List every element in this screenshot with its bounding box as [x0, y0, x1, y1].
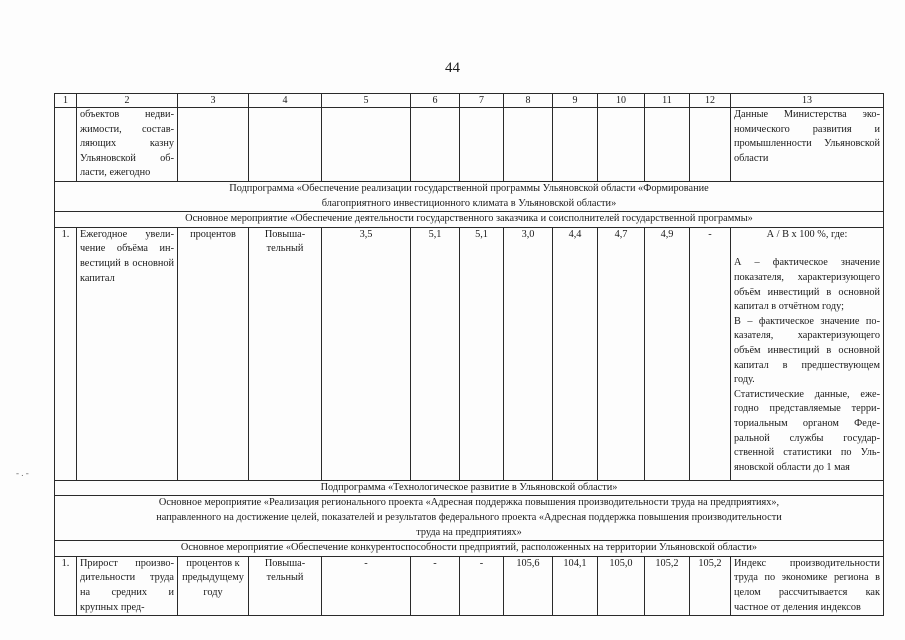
indicators-table — [54, 93, 884, 616]
col-header: 7 — [460, 94, 504, 108]
col-header: 3 — [178, 94, 249, 108]
col-header: 9 — [553, 94, 598, 108]
activity-title: Основное мероприятие «Реализация регионального проекта «Адресная поддержка повышения производительности труда на предприятиях», направленного на достижение целей, показателей и результатов федерального проекта «Адресная поддержка повышения производительности труда на предприятиях» — [55, 496, 884, 541]
col-header: 10 — [598, 94, 645, 108]
indicator-name: Ежегодное увеличение объёма инвестиций в основной капитал — [77, 227, 178, 480]
value-cell: 4,4 — [553, 227, 598, 480]
col-header: 11 — [645, 94, 690, 108]
subprogram-row — [55, 480, 884, 496]
value-cell: 104,1 — [553, 556, 598, 615]
col-header: 4 — [249, 94, 322, 108]
col-header: 6 — [411, 94, 460, 108]
value-cell: 105,6 — [504, 556, 553, 615]
unit-cell: процентов — [178, 227, 249, 480]
value-cell: - — [411, 556, 460, 615]
value-cell: 3,5 — [322, 227, 411, 480]
value-cell: - — [322, 556, 411, 615]
source-cell: Индекс производительности труда по экономике региона в целом рассчитывается как частное от деления индексов — [731, 556, 884, 615]
indicator-name: Прирост производительности труда на средних и крупных пред- — [77, 556, 178, 615]
col-header: 1 — [55, 94, 77, 108]
page-number: 44 — [445, 60, 460, 76]
type-cell: Повышательный — [249, 556, 322, 615]
value-cell: 105,2 — [690, 556, 731, 615]
col-header: 2 — [77, 94, 178, 108]
column-number-row — [55, 94, 884, 108]
table-row — [55, 556, 884, 615]
value-cell: - — [690, 227, 731, 480]
value-cell: 5,1 — [460, 227, 504, 480]
indicator-name: объектов недвижимости, составляющих казну Ульяновской области, ежегодно — [77, 108, 178, 182]
table-row — [55, 108, 884, 182]
subprogram-title: Подпрограмма «Технологическое развитие в Ульяновской области» — [55, 480, 884, 496]
value-cell: 105,0 — [598, 556, 645, 615]
activity-row — [55, 212, 884, 228]
type-cell: Повышательный — [249, 227, 322, 480]
table-row — [55, 227, 884, 480]
formula: А / В х 100 %, где: — [766, 228, 848, 240]
value-cell: 4,9 — [645, 227, 690, 480]
activity-row — [55, 541, 884, 557]
activity-title: Основное мероприятие «Обеспечение деятельности государственного заказчика и соисполнителей государственной программы» — [55, 212, 884, 228]
activity-row — [55, 496, 884, 541]
row-number: 1. — [55, 227, 77, 480]
definition-b: В – фактическое значение показателя, характеризующего объём инвестиций в основной капитал в предшествующем году. — [734, 315, 880, 386]
col-header: 12 — [690, 94, 731, 108]
col-header: 5 — [322, 94, 411, 108]
value-cell: - — [460, 556, 504, 615]
value-cell: 5,1 — [411, 227, 460, 480]
value-cell: 4,7 — [598, 227, 645, 480]
value-cell: 105,2 — [645, 556, 690, 615]
activity-title: Основное мероприятие «Обеспечение конкурентоспособности предприятий, расположенных на территории Ульяновской области» — [55, 541, 884, 557]
source-cell: Данные Министерства экономического развития и промышленности Ульяновской области — [731, 108, 884, 182]
source-cell — [731, 227, 884, 480]
scan-mark: - . - — [16, 468, 29, 478]
col-header: 8 — [504, 94, 553, 108]
subprogram-row — [55, 182, 884, 212]
statistics-note: Статистические данные, ежегодно представляемые территориальным органом Федеральной службы государственной статистики по Ульяновской области до 1 мая — [734, 388, 880, 473]
row-number: 1. — [55, 556, 77, 615]
value-cell: 3,0 — [504, 227, 553, 480]
col-header: 13 — [731, 94, 884, 108]
subprogram-title: Подпрограмма «Обеспечение реализации государственной программы Ульяновской области «Формирование благоприятного инвестиционного климата в Ульяновской области» — [55, 182, 884, 212]
definition-a: А – фактическое значение показателя, характеризующего объём инвестиций в основной капитал в отчётном году; — [734, 257, 880, 313]
unit-cell: процентов к предыдущему году — [178, 556, 249, 615]
